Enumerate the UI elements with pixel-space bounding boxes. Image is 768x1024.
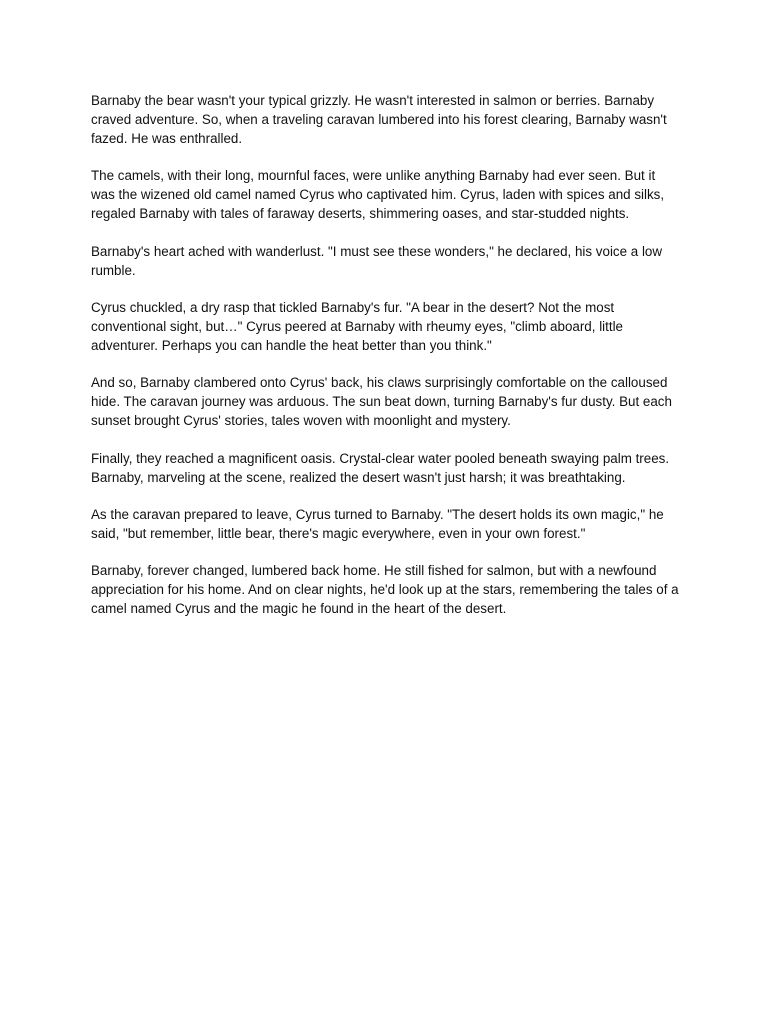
paragraph-1: Barnaby the bear wasn't your typical grizzly. He wasn't interested in salmon or berries. Barnaby craved adventure. So, when a traveling caravan lumbered into his forest clearing, Barnaby wasn't fazed. He was enthralled. [91,93,667,146]
paragraph-3: Barnaby's heart ached with wanderlust. "I must see these wonders," he declared, his voice a low rumble. [91,243,663,278]
paragraph-5: And so, Barnaby clambered onto Cyrus' back, his claws surprisingly comfortable on the calloused hide. The caravan journey was arduous. The sun beat down, turning Barnaby's fur dusty. But each sunset brought Cyrus' stories, tales woven with moonlight and mystery. [91,375,672,429]
paragraph-8: Barnaby, forever changed, lumbered back home. He still fished for salmon, but with a newfound appreciation for his home. And on clear nights, he'd look up at the stars, remembering the tales of a camel named Cyrus and the magic he found in the heart of the desert. [91,563,679,617]
paragraph-6: Finally, they reached a magnificent oasis. Crystal-clear water pooled beneath swaying palm trees. Barnaby, marveling at the scene, realized the desert wasn't just harsh; it was breathtaking. [91,450,670,485]
paragraph-2: The camels, with their long, mournful faces, were unlike anything Barnaby had ever seen. But it was the wizened old camel named Cyrus who captivated him. Cyrus, laden with spices and silks, regaled Barnaby with tales of faraway deserts, shimmering oases, and star-studded nights. [91,168,665,222]
story-text [91,92,681,638]
paragraph-7: As the caravan prepared to leave, Cyrus turned to Barnaby. "The desert holds its own magic," he said, "but remember, little bear, there's magic everywhere, even in your own forest." [91,507,664,541]
paragraph-4: Cyrus chuckled, a dry rasp that tickled Barnaby's fur. "A bear in the desert? Not the most conventional sight, but…" Cyrus peered at Barnaby with rheumy eyes, "climb aboard, little adventurer. Perhaps you can handle the heat better than you think." [91,300,624,353]
